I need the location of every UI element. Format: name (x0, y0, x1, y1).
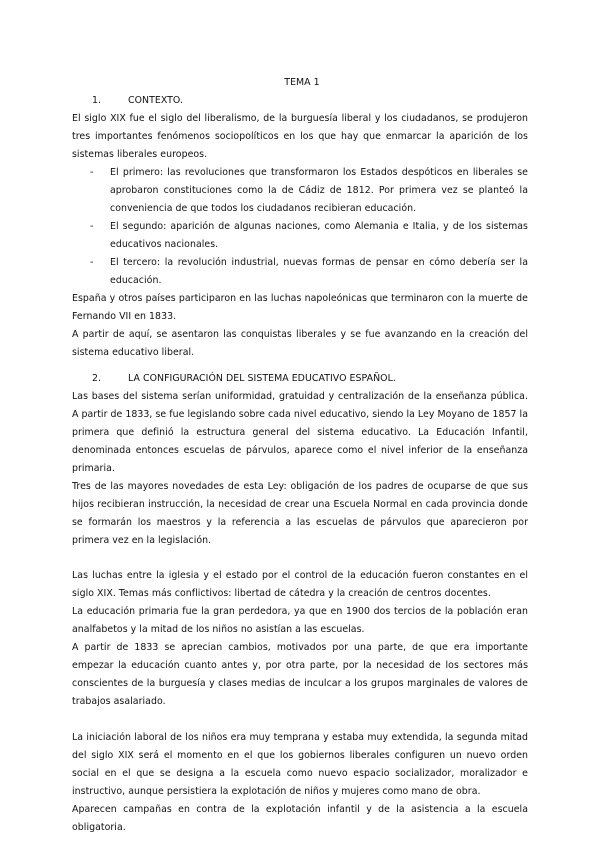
page-title: TEMA 1 (284, 77, 320, 88)
paragraph: La educación primaria fue la gran perdedora, ya que en 1900 dos tercios de la población eran analfabetos y la mitad de los niños no asistían a las escuelas. (72, 606, 528, 635)
paragraph: España y otros países participaron en las luchas napoleónicas que terminaron con la muerte de Fernando VII en 1833. (72, 293, 528, 322)
paragraph: Tres de las mayores novedades de esta Ley: obligación de los padres de ocuparse de que sus hijos recibieran instrucción, la necesidad de crear una Escuela Normal en cada provincia donde se formarán los maestros y la referencia a las escuelas de párvulos que aparecieron por primera vez en la legislación. (72, 481, 528, 546)
bullet-dash: - (90, 221, 94, 232)
paragraph: Las bases del sistema serían uniformidad, gratuidad y centralización de la enseñanza pública. A partir de 1833, se fue legislando sobre cada nivel educativo, siendo la Ley Moyano de 1857 la primera que definió la estructura general del sistema educativo. La Educación Infantil, denominada entonces escuelas de párvulos, aparece como el nivel inferior de la enseñanza primaria. (72, 391, 529, 474)
list-item-text: El segundo: aparición de algunas naciones, como Alemania e Italia, y de los sistemas educativos nacionales. (110, 221, 528, 250)
paragraph: La iniciación laboral de los niños era muy temprana y estaba muy extendida, la segunda mitad del siglo XIX será el momento en el que los gobiernos liberales configuren un nuevo orden social en el que se designa a la escuela como nuevo espacio socializador, moralizador e instructivo, aunque persistiera la explotación de niños y mujeres como mano de obra. (72, 732, 528, 797)
section-title: LA CONFIGURACIÓN DEL SISTEMA EDUCATIVO ESPAÑOL. (128, 373, 396, 384)
list-item (72, 218, 528, 254)
paragraph: El siglo XIX fue el siglo del liberalismo, de la burguesía liberal y los ciudadanos, se produjeron tres importantes fenómenos sociopolíticos en los que hay que enmarcar la aparición de los sistemas liberales europeos. (72, 113, 528, 160)
section-title: CONTEXTO. (128, 95, 184, 106)
bullet-list (72, 164, 528, 290)
section-number: 1. (92, 95, 102, 106)
paragraph: Las luchas entre la iglesia y el estado por el control de la educación fueron constantes en el siglo XIX. Temas más conflictivos: libertad de cátedra y la creación de centros docentes. (72, 570, 528, 599)
section-heading-1 (72, 92, 528, 110)
paragraph: Aparecen campañas en contra de la explotación infantil y de la asistencia a la escuela obligatoria. (72, 804, 528, 833)
list-item (72, 164, 528, 218)
paragraph: A partir de 1833 se aprecian cambios, motivados por una parte, de que era importante empezar la educación cuanto antes y, por otra parte, por la necesidad de los sectores más conscientes de la burguesía y clases medias de inculcar a los grupos marginales de valores de trabajos asalariado. (72, 642, 528, 707)
section-heading-2 (72, 370, 528, 388)
paragraph: A partir de aquí, se asentaron las conquistas liberales y se fue avanzando en la creación del sistema educativo liberal. (72, 329, 528, 358)
bullet-dash: - (90, 257, 94, 268)
list-item (72, 254, 528, 290)
bullet-dash: - (90, 167, 94, 178)
list-item-text: El primero: las revoluciones que transformaron los Estados despóticos en liberales se aprobaron constituciones como la de Cádiz de 1812. Por primera vez se planteó la conveniencia de que todos los ciudadanos recibieran educación. (110, 167, 528, 214)
list-item-text: El tercero: la revolución industrial, nuevas formas de pensar en cómo debería ser la educación. (110, 257, 528, 286)
section-number: 2. (92, 373, 102, 384)
